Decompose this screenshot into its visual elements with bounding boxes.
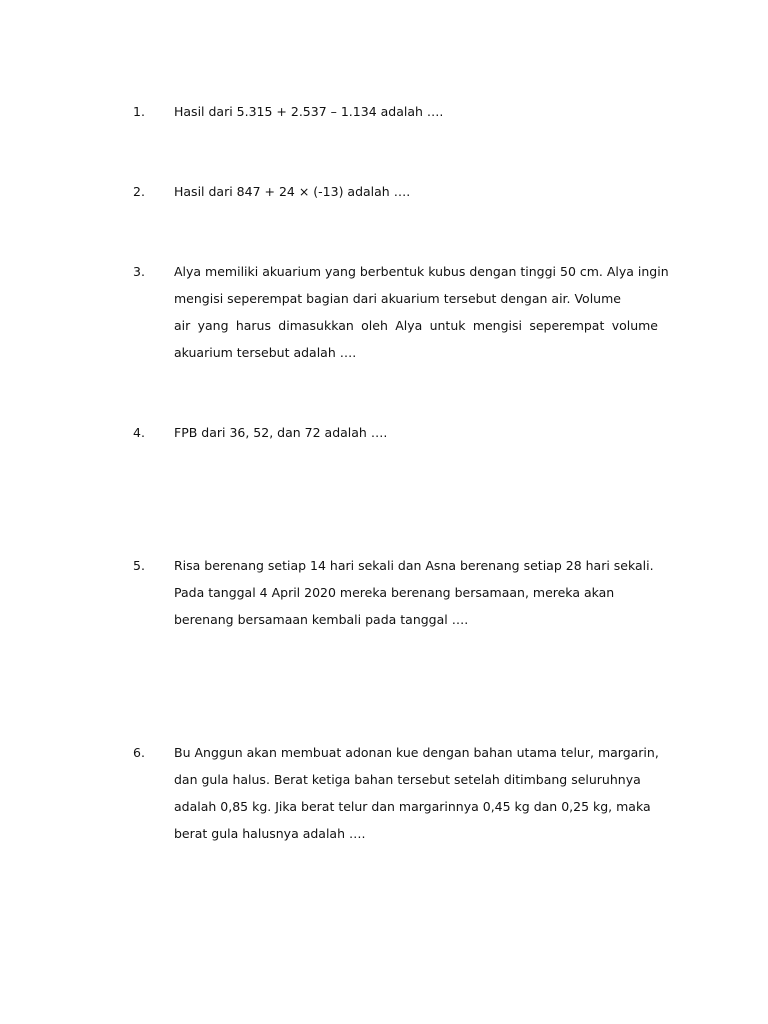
question-text-line: dan gula halus. Berat ketiga bahan tersebut setelah ditimbang seluruhnya	[174, 772, 641, 787]
question-text-line: berat gula halusnya adalah ….	[174, 826, 366, 841]
question-text-line: berenang bersamaan kembali pada tanggal ….	[174, 612, 469, 627]
question-text-line: Pada tanggal 4 April 2020 mereka berenang bersamaan, mereka akan	[174, 585, 615, 600]
question-number: 6.	[133, 745, 145, 760]
question-number: 4.	[133, 425, 145, 440]
question-number: 3.	[133, 264, 145, 279]
question-text-line: Alya memiliki akuarium yang berbentuk kubus dengan tinggi 50 cm. Alya ingin	[174, 264, 669, 279]
question-text-line: air yang harus dimasukkan oleh Alya untuk mengisi seperempat volume	[174, 318, 658, 333]
question-text-line: Hasil dari 5.315 + 2.537 – 1.134 adalah ….	[174, 104, 444, 119]
question-number: 1.	[133, 104, 145, 119]
question-text-line: Bu Anggun akan membuat adonan kue dengan bahan utama telur, margarin,	[174, 745, 659, 760]
question-text-line: Hasil dari 847 + 24 × (-13) adalah ….	[174, 184, 411, 199]
question-text-line: adalah 0,85 kg. Jika berat telur dan margarinnya 0,45 kg dan 0,25 kg, maka	[174, 799, 651, 814]
question-number: 5.	[133, 558, 145, 573]
question-number: 2.	[133, 184, 145, 199]
question-text-line: FPB dari 36, 52, dan 72 adalah ….	[174, 425, 388, 440]
question-text-line: Risa berenang setiap 14 hari sekali dan Asna berenang setiap 28 hari sekali.	[174, 558, 654, 573]
question-text-line: mengisi seperempat bagian dari akuarium tersebut dengan air. Volume	[174, 291, 621, 306]
question-text-line: akuarium tersebut adalah ….	[174, 345, 357, 360]
